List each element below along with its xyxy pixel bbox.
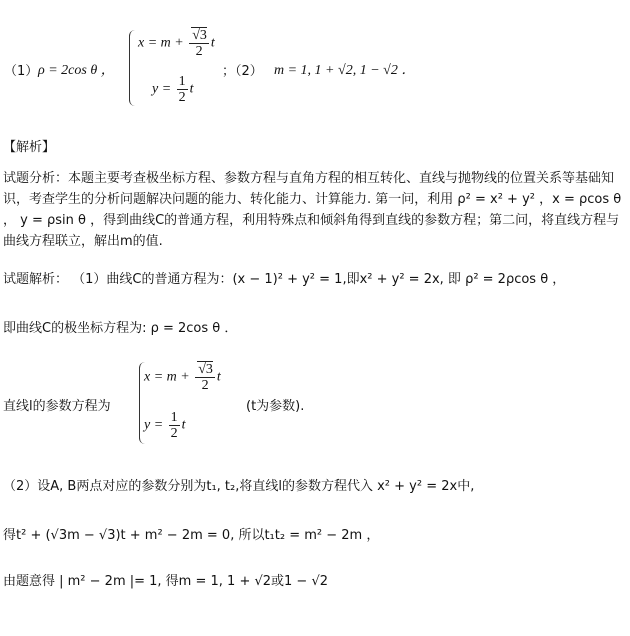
- solution-line-2: 即曲线C的极坐标方程为: ρ = 2cos θ ．: [3, 321, 238, 336]
- param-y-t: t: [189, 81, 194, 97]
- part2-separator: ；（2）: [222, 64, 263, 79]
- solution-x-left: x = m +: [144, 369, 194, 385]
- part1-label: （1）: [4, 64, 39, 79]
- solution-y-left: y =: [144, 417, 167, 433]
- solution-y-t: t: [181, 417, 186, 433]
- solution-y-num: 1: [170, 410, 178, 425]
- analysis-header: 【解析】: [3, 140, 56, 155]
- param-x-den: 2: [195, 44, 203, 59]
- solution-line-3-suffix: (t为参数).: [246, 399, 305, 414]
- param-y-left: y =: [152, 81, 175, 97]
- solution-sqrt3: √3: [198, 362, 213, 377]
- solution-x-den: 2: [201, 378, 209, 393]
- solution-x-t: t: [216, 369, 221, 385]
- solution-line-3-prefix: 直线l的参数方程为: [3, 399, 111, 414]
- part2-value: m = 1, 1 + √2, 1 − √2 ．: [274, 63, 416, 78]
- param-x-t: t: [210, 35, 215, 51]
- solution-line-4: （2）设A, B两点对应的参数分别为t₁, t₂,将直线l的参数方程代入 x² + y² = 2x中,: [3, 479, 475, 494]
- solution-y-den: 2: [170, 426, 178, 441]
- param-y-num: 1: [178, 74, 186, 89]
- solution-line-1: 试题解析： （1）曲线C的普通方程为：(x − 1)² + y² = 1,即x² + y² = 2x, 即 ρ² = 2ρcos θ ，: [3, 272, 566, 287]
- solution-param-x: [144, 362, 221, 393]
- answer-param-y: [152, 74, 194, 105]
- analysis-text: 试题分析：本题主要考查极坐标方程、参数方程与直角方程的相互转化、直线与抛物线的位置关系等基础知识，考查学生的分析问题解决问题的能力、转化能力、计算能力. 第一问，利用 ρ² = x² + y² ，x = ρcos θ ， y = ρsin θ ，得到曲线C的普通方程，利用特殊点和倾斜角得到直线的参数方程；第二问，将直线方程与曲线方程联立，解出m的值.: [3, 171, 622, 249]
- part1-polar-equation: ρ = 2cos θ ，: [38, 63, 115, 78]
- solution-line-5: 得t² + (√3m − √3)t + m² − 2m = 0, 所以t₁t₂ = m² − 2m ，: [3, 528, 380, 543]
- answer-system-brace: [129, 30, 136, 106]
- answer-param-x: [138, 28, 215, 59]
- param-y-den: 2: [178, 90, 186, 105]
- solution-param-y: [144, 410, 186, 441]
- param-x-left: x = m +: [138, 35, 188, 51]
- solution-line-6: 由题意得 | m² − 2m |= 1, 得m = 1, 1 + √2或1 − √2: [3, 574, 329, 589]
- param-sqrt3: √3: [192, 28, 207, 43]
